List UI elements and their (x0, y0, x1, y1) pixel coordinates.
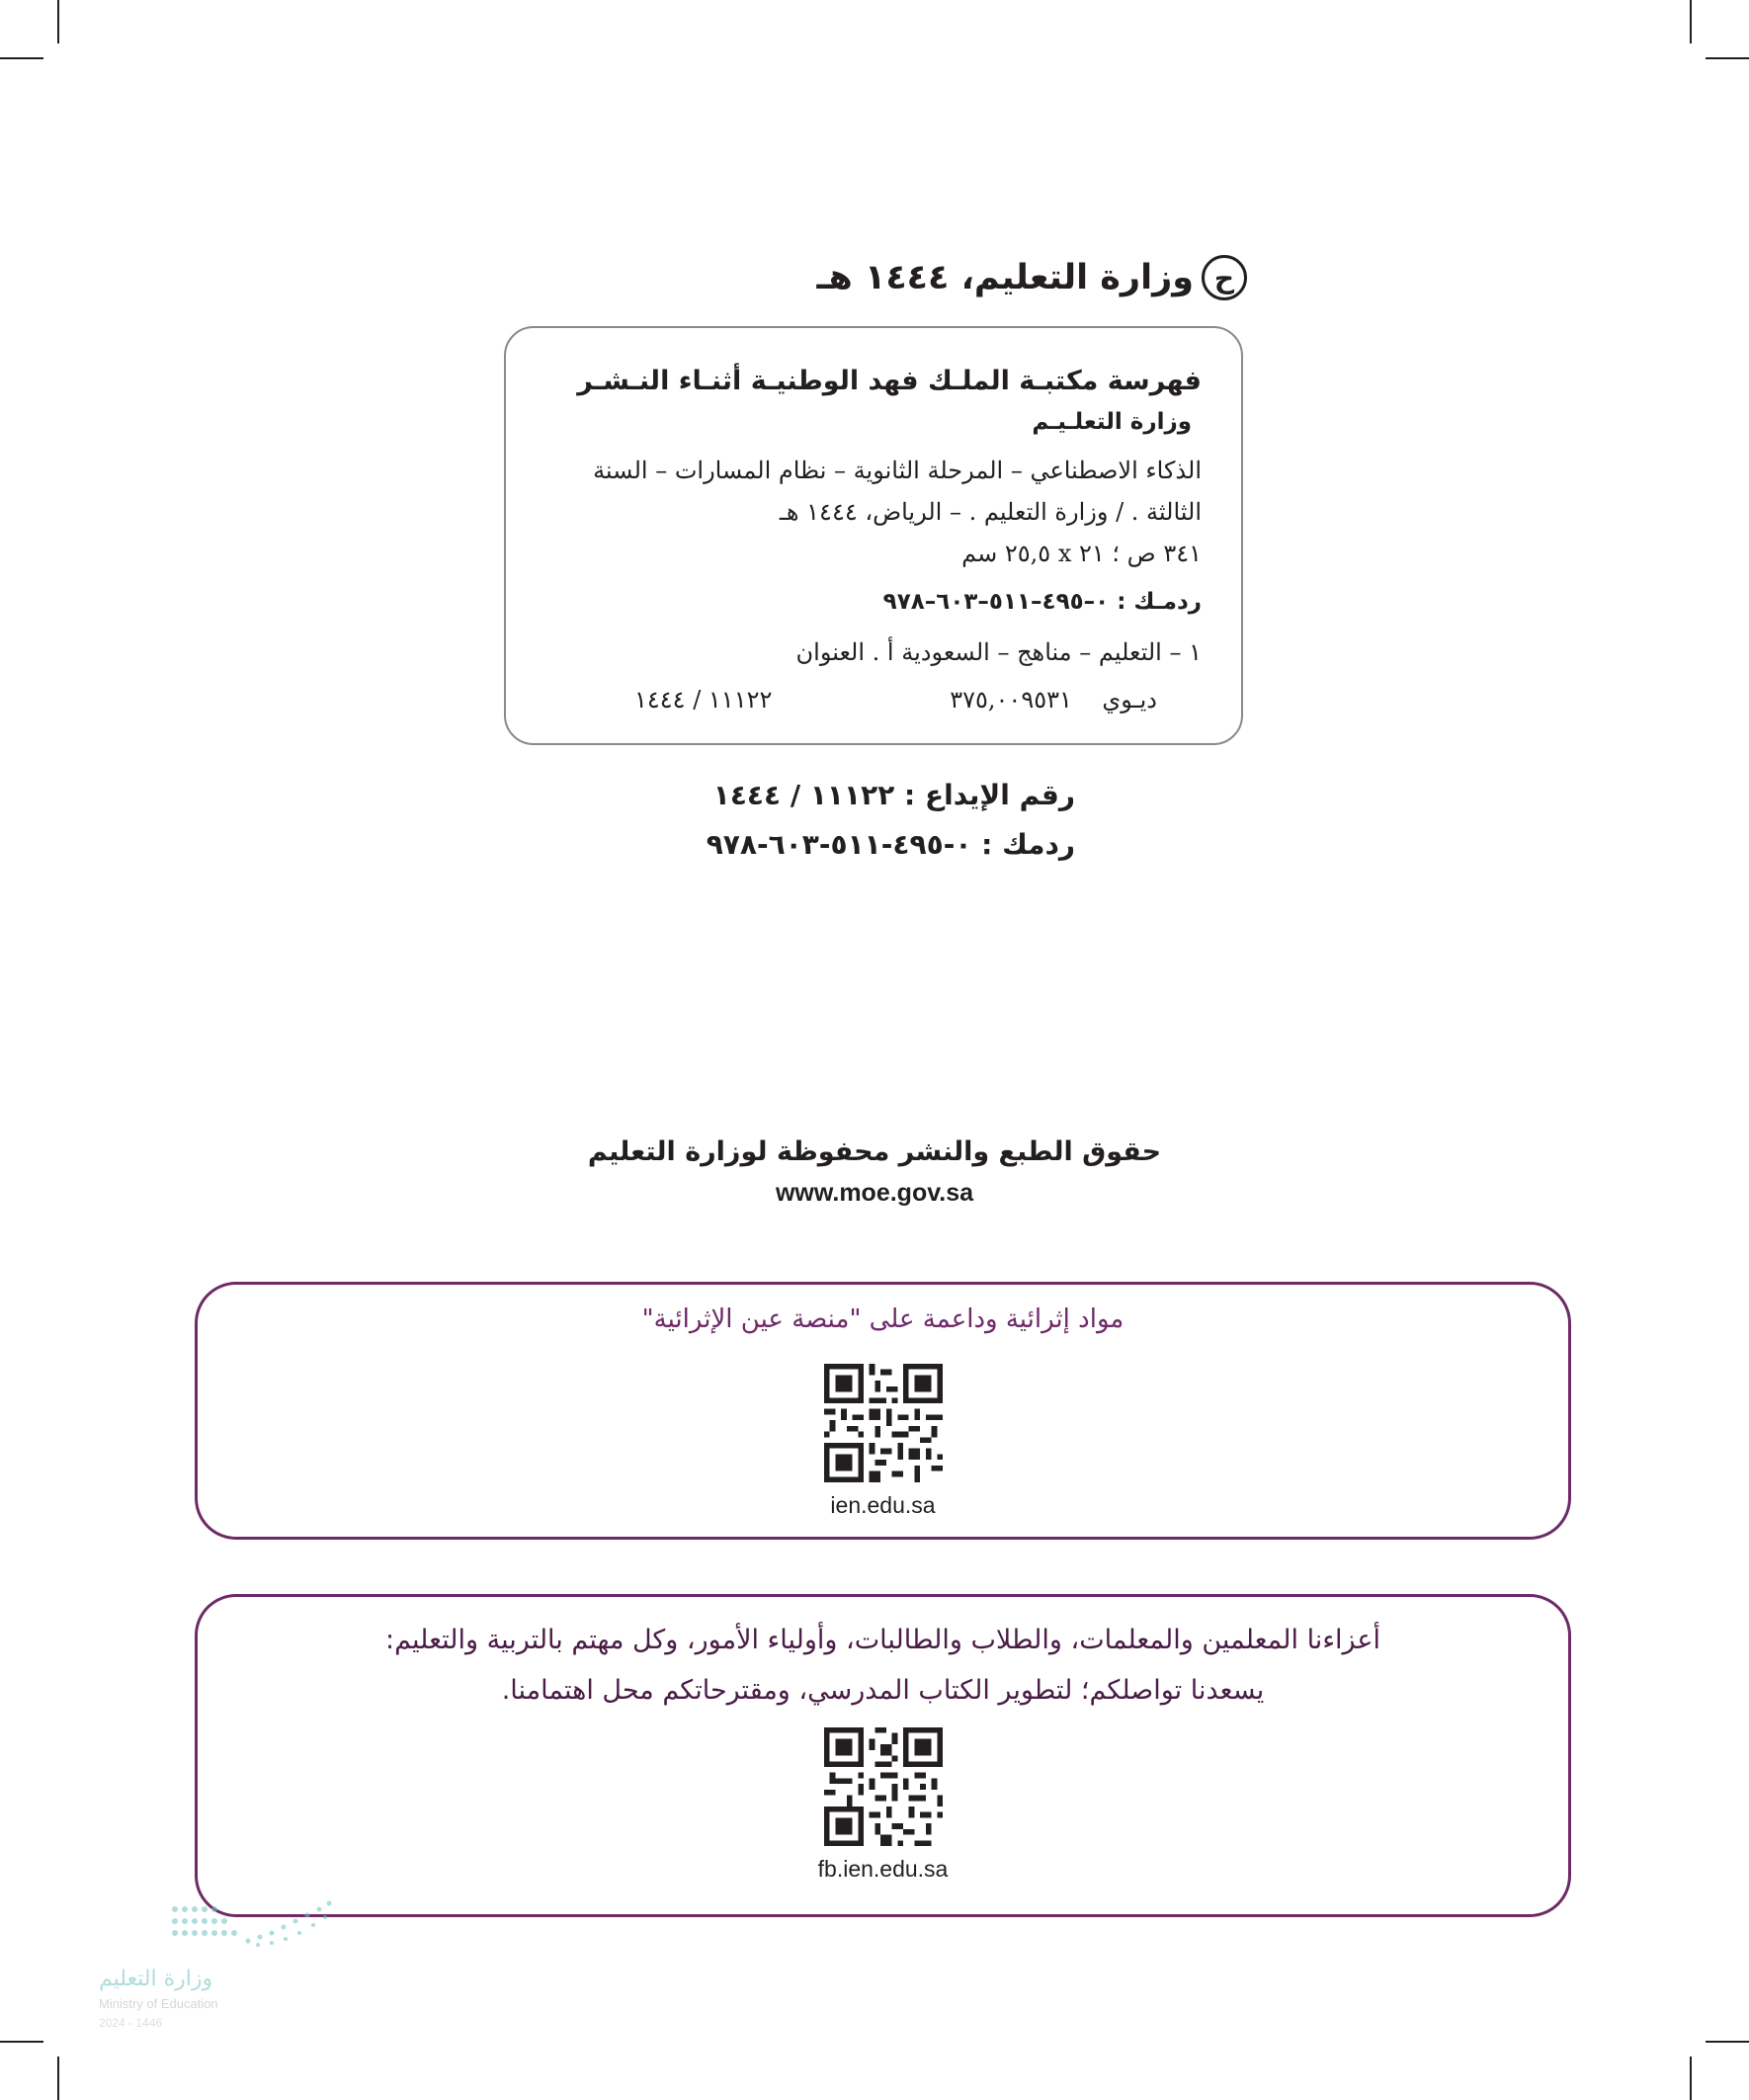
cataloging-in-publication-box (504, 326, 1243, 745)
qr-code-icon[interactable] (824, 1727, 943, 1846)
ien-url[interactable]: ien.edu.sa (830, 1492, 936, 1518)
catalog-title-line1: الذكاء الاصطناعي – المرحلة الثانوية – نظام المسارات – السنة (593, 457, 1202, 484)
catalog-title-line2: الثالثة . / وزارة التعليم . – الرياض، ١٤٤٤ هـ (779, 498, 1202, 526)
dewey-number: ٣٧٥,٠٠٩٥٣١ (950, 686, 1072, 714)
crop-mark (1690, 2057, 1692, 2100)
qr-code-icon[interactable] (824, 1364, 943, 1482)
copyright-symbol: ح (1202, 255, 1247, 300)
moe-website-link[interactable]: www.moe.gov.sa (775, 1179, 974, 1207)
catalog-deposit-number: ١١١٢٢ / ١٤٤٤ (634, 686, 773, 714)
feedback-line1: أعزاءنا المعلمين والمعلمات، والطلاب والطالبات، وأولياء الأمور، وكل مهتم بالتربية والتعليم: (384, 1625, 1381, 1655)
crop-mark (57, 0, 59, 43)
catalog-subjects: ١ – التعليم – مناهج – السعودية أ . العنوان (795, 638, 1202, 666)
catalog-heading: فهرسة مكتبـة الملـك فهد الوطنيـة أثنـاء النـشـر (577, 366, 1202, 396)
crop-mark (1706, 2041, 1749, 2043)
feedback-panel (195, 1594, 1571, 1917)
logo-arabic-text: وزارة التعليم (99, 1967, 213, 1991)
catalog-extent: ٣٤١ ص ؛ ٢١ x ٢٥,٥ سم (961, 540, 1202, 567)
legal-deposit-number: رقم الإيداع : ١١١٢٢ / ١٤٤٤ (712, 779, 1075, 811)
catalog-author: وزارة التعلـيـم (1032, 409, 1192, 435)
legal-isbn: ردمك : ٠-٤٩٥-٥١١-٦٠٣-٩٧٨ (706, 828, 1075, 861)
catalog-isbn: ردمـك : ٠–٤٩٥–٥١١–٦٠٣–٩٧٨ (882, 589, 1202, 615)
rights-block (0, 1136, 1749, 1208)
copyright-line (817, 255, 1247, 300)
feedback-line2: يسعدنا تواصلكم؛ لتطوير الكتاب المدرسي، ومقترحاتكم محل اهتمامنا. (501, 1675, 1265, 1706)
crop-mark (57, 2057, 59, 2100)
logo-dots-icon (169, 1897, 337, 1953)
ien-platform-panel (195, 1282, 1571, 1540)
copyright-text: وزارة التعليم، ١٤٤٤ هـ (816, 258, 1194, 297)
logo-english-text: Ministry of Education (99, 1996, 218, 2011)
dewey-label: ديـوي (1102, 686, 1157, 714)
catalog-dewey (950, 686, 1157, 714)
ien-panel-text: مواد إثرائية وداعمة على "منصة عين الإثرائية" (641, 1304, 1124, 1334)
crop-mark (1706, 57, 1749, 59)
rights-text: حقوق الطبع والنشر محفوظة لوزارة التعليم (587, 1136, 1162, 1167)
crop-mark (0, 57, 43, 59)
crop-mark (0, 2041, 43, 2043)
feedback-url[interactable]: fb.ien.edu.sa (817, 1856, 949, 1882)
logo-year: 2024 - 1446 (99, 2016, 163, 2030)
crop-mark (1690, 0, 1692, 43)
ministry-logo (95, 1897, 332, 2036)
